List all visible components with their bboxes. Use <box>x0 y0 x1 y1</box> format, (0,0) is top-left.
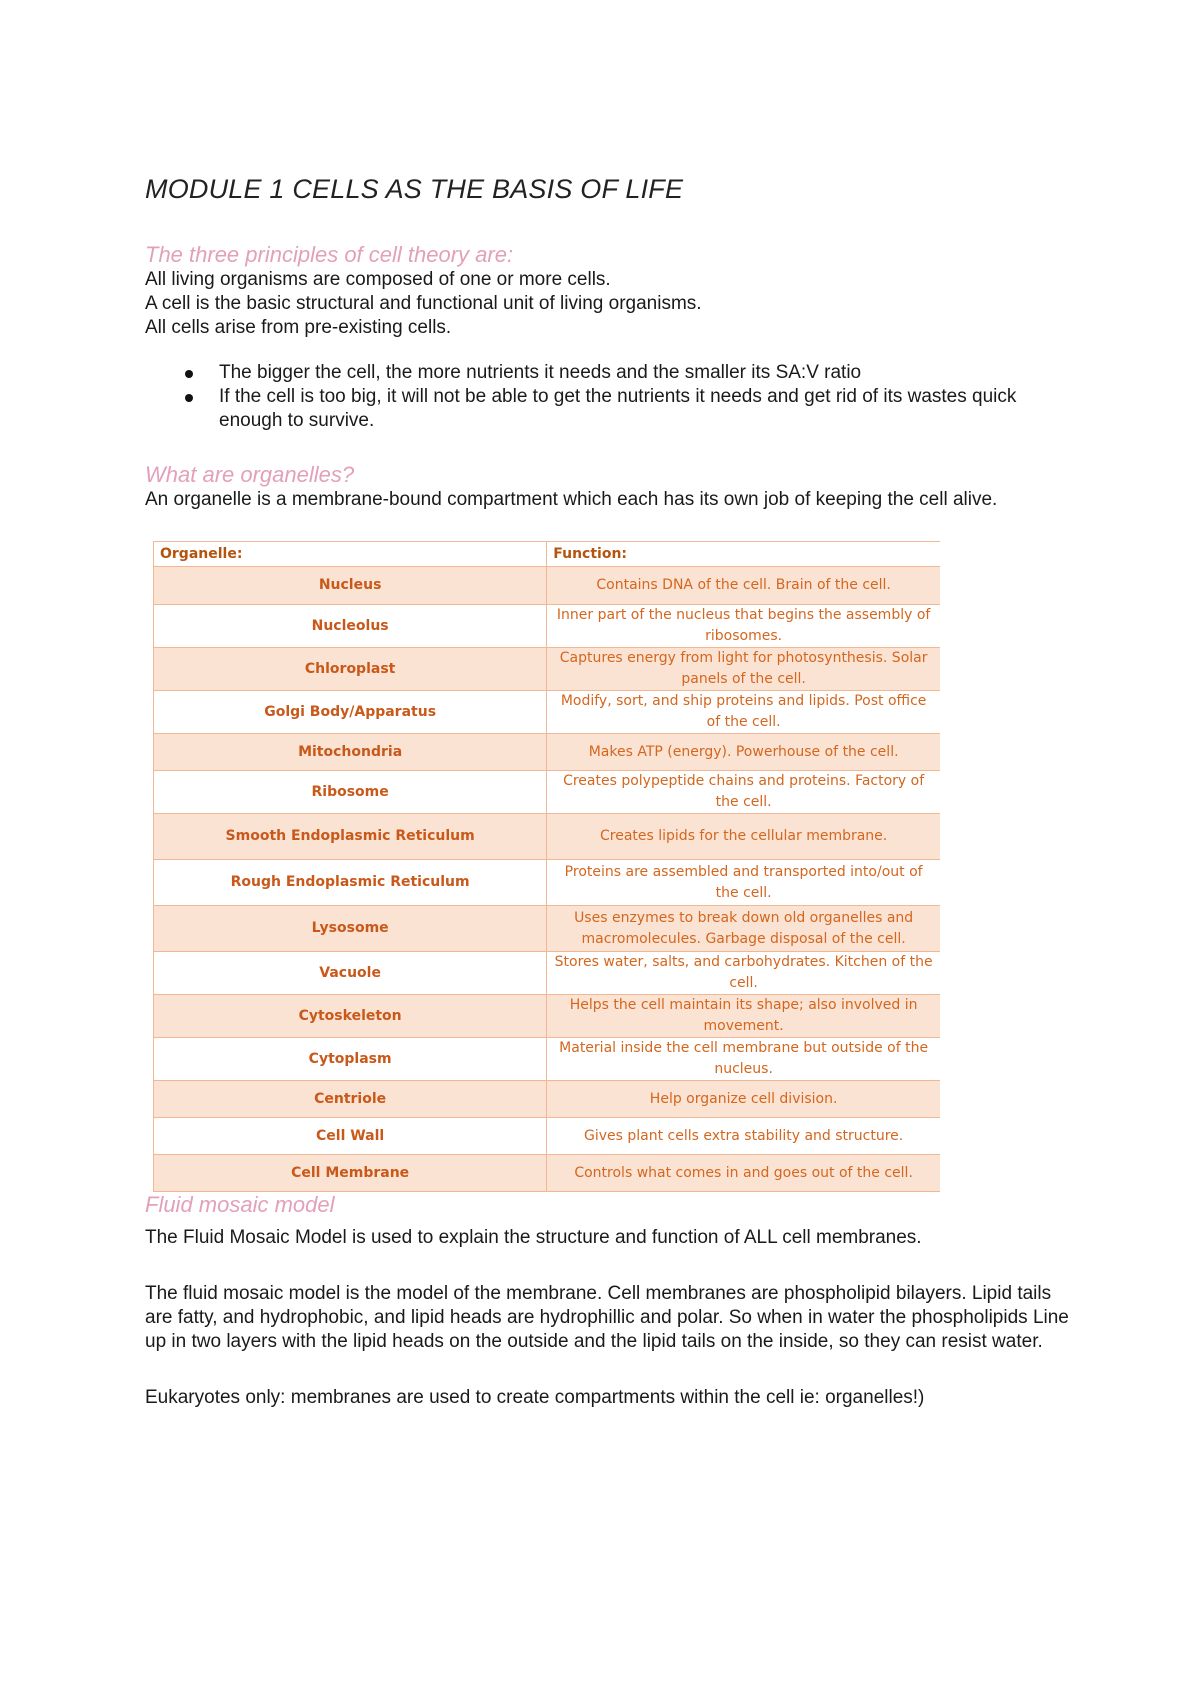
organelle-name: Nucleus <box>154 567 547 605</box>
fluid-paragraph: The Fluid Mosaic Model is used to explain the structure and function of ALL cell membranes. <box>145 1227 922 1248</box>
organelle-name: Vacuole <box>154 952 547 995</box>
page-title: MODULE 1 CELLS AS THE BASIS OF LIFE <box>145 174 684 204</box>
table-row <box>154 995 941 1038</box>
organelle-function: Captures energy from light for photosynthesis. Solar panels of the cell. <box>547 648 940 691</box>
cell-theory-heading: The three principles of cell theory are: <box>145 242 514 267</box>
organelle-name: Mitochondria <box>154 734 547 771</box>
table-row <box>154 605 941 648</box>
fluid-paragraph: The fluid mosaic model is the model of the membrane. Cell membranes are phospholipid bilayers. Lipid tails are fatty, and hydrophobic, and lipid heads are hydrophillic and polar. So when in water the phospholipids Line up in two layers with the lipid heads on the outside and the lipid tails on the inside, so they can resist water. <box>145 1283 1069 1352</box>
organelle-name: Nucleolus <box>154 605 547 648</box>
table-row <box>154 567 941 605</box>
principle-line: All living organisms are composed of one or more cells. <box>145 269 611 290</box>
organelle-table <box>153 541 940 1192</box>
table-row <box>154 1038 941 1081</box>
table-row <box>154 1081 941 1118</box>
organelle-name: Smooth Endoplasmic Reticulum <box>154 814 547 860</box>
organelle-name: Rough Endoplasmic Reticulum <box>154 860 547 906</box>
organelle-function: Gives plant cells extra stability and structure. <box>547 1118 940 1155</box>
bullet-list <box>145 361 1075 433</box>
bullet-text: The bigger the cell, the more nutrients it needs and the smaller its SA:V ratio <box>219 362 862 383</box>
organelle-name: Centriole <box>154 1081 547 1118</box>
organelle-function: Makes ATP (energy). Powerhouse of the cell. <box>547 734 940 771</box>
table-row <box>154 1155 941 1192</box>
column-header-function: Function: <box>547 542 940 567</box>
organelle-function: Uses enzymes to break down old organelles and macromolecules. Garbage disposal of the cell. <box>547 906 940 952</box>
organelle-function: Creates polypeptide chains and proteins. Factory of the cell. <box>547 771 940 814</box>
organelle-function: Proteins are assembled and transported into/out of the cell. <box>547 860 940 906</box>
table-row <box>154 1118 941 1155</box>
organelles-heading: What are organelles? <box>145 462 355 487</box>
column-header-organelle: Organelle: <box>154 542 547 567</box>
table-row <box>154 952 941 995</box>
organelle-name: Chloroplast <box>154 648 547 691</box>
organelle-function: Modify, sort, and ship proteins and lipids. Post office of the cell. <box>547 691 940 734</box>
organelle-name: Lysosome <box>154 906 547 952</box>
organelle-name: Cell Wall <box>154 1118 547 1155</box>
organelle-function: Material inside the cell membrane but outside of the nucleus. <box>547 1038 940 1081</box>
organelle-name: Cytoplasm <box>154 1038 547 1081</box>
table-row <box>154 691 941 734</box>
organelle-function: Help organize cell division. <box>547 1081 940 1118</box>
organelle-function: Helps the cell maintain its shape; also involved in movement. <box>547 995 940 1038</box>
organelle-function: Inner part of the nucleus that begins the assembly of ribosomes. <box>547 605 940 648</box>
organelles-section <box>145 462 1075 512</box>
bullet-icon <box>185 394 193 402</box>
bullet-item <box>145 385 1075 433</box>
principle-line: A cell is the basic structural and functional unit of living organisms. <box>145 293 702 314</box>
organelle-function: Creates lipids for the cellular membrane. <box>547 814 940 860</box>
fluid-mosaic-heading: Fluid mosaic model <box>145 1192 335 1217</box>
fluid-paragraph: Eukaryotes only: membranes are used to create compartments within the cell ie: organelles!) <box>145 1387 925 1408</box>
organelle-name: Ribosome <box>154 771 547 814</box>
table-row <box>154 734 941 771</box>
bullet-icon <box>185 370 193 378</box>
table-row <box>154 814 941 860</box>
table-row <box>154 648 941 691</box>
table-header-row <box>154 542 941 567</box>
table-row <box>154 771 941 814</box>
bullet-text: If the cell is too big, it will not be able to get the nutrients it needs and get rid of its wastes quick enough to survive. <box>219 386 1017 431</box>
organelle-function: Controls what comes in and goes out of the cell. <box>547 1155 940 1192</box>
organelle-name: Cytoskeleton <box>154 995 547 1038</box>
cell-theory-section <box>145 242 1075 340</box>
table-row <box>154 860 941 906</box>
organelle-function: Contains DNA of the cell. Brain of the cell. <box>547 567 940 605</box>
bullet-item <box>145 361 1075 385</box>
organelle-name: Golgi Body/Apparatus <box>154 691 547 734</box>
organelles-intro: An organelle is a membrane-bound compartment which each has its own job of keeping the cell alive. <box>145 489 998 510</box>
organelle-name: Cell Membrane <box>154 1155 547 1192</box>
organelle-function: Stores water, salts, and carbohydrates. Kitchen of the cell. <box>547 952 940 995</box>
principle-line: All cells arise from pre-existing cells. <box>145 317 452 338</box>
fluid-mosaic-section <box>145 1192 1075 1410</box>
table-row <box>154 906 941 952</box>
